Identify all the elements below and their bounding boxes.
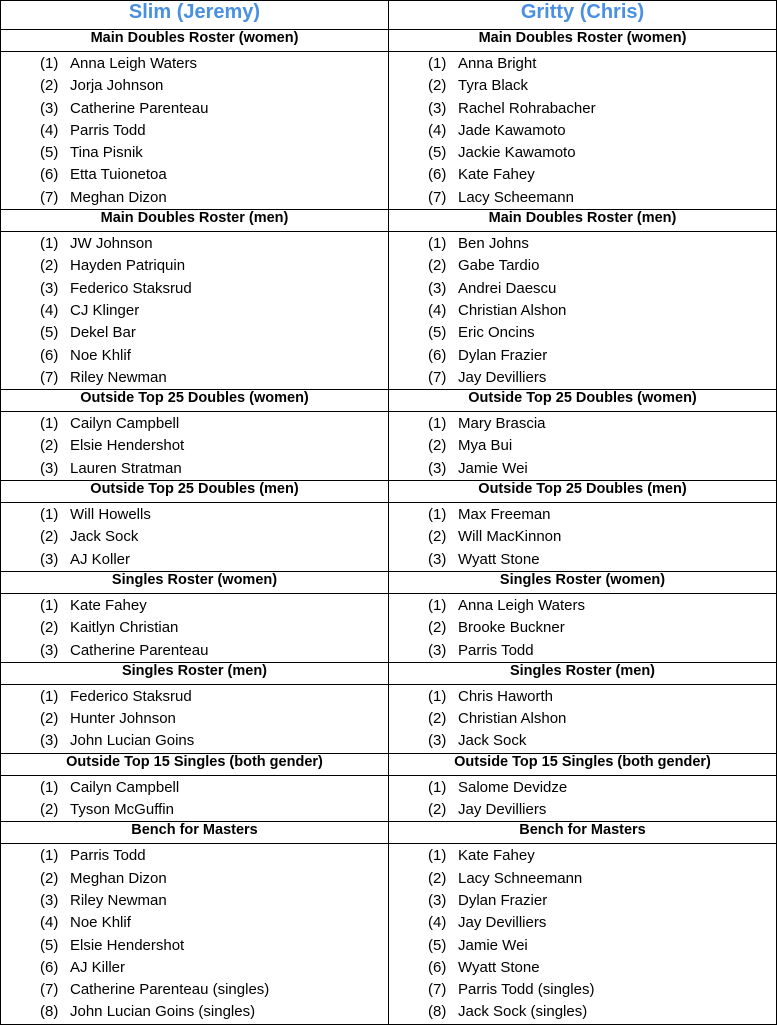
section-players-row — [1, 684, 777, 753]
section-header-row — [1, 481, 777, 503]
section-title-slim: Main Doubles Roster (men) — [1, 210, 389, 232]
player-name: Jamie Wei — [458, 936, 528, 954]
player-list — [389, 52, 776, 209]
players-cell-slim — [1, 684, 389, 753]
player-rank: (2) — [40, 619, 59, 637]
section-title-slim: Singles Roster (women) — [1, 571, 389, 593]
player-name: Chris Haworth — [458, 687, 554, 705]
player-rank: (3) — [428, 99, 447, 117]
player-rank: (7) — [428, 188, 447, 206]
player-name: Jay Devilliers — [458, 368, 547, 386]
player-list — [1, 412, 388, 480]
section-players-row — [1, 503, 777, 572]
section-players-row — [1, 593, 777, 662]
player-name: Eric Oncins — [458, 324, 535, 342]
player-list-item — [40, 233, 388, 255]
player-rank: (6) — [428, 166, 447, 184]
player-list-item — [428, 300, 776, 322]
player-name: John Lucian Goins (singles) — [70, 1003, 256, 1021]
player-list-item — [428, 868, 776, 890]
player-list-item — [428, 845, 776, 867]
player-rank: (1) — [428, 506, 447, 524]
player-name: Etta Tuionetoa — [70, 166, 167, 184]
player-rank: (1) — [40, 778, 59, 796]
player-list — [389, 232, 776, 389]
player-name: Riley Newman — [70, 368, 167, 386]
player-name: CJ Klinger — [70, 301, 140, 319]
players-cell-gritty — [389, 775, 777, 822]
player-name: Lacy Scheemann — [458, 188, 574, 206]
player-list — [389, 685, 776, 753]
section-title-gritty: Outside Top 25 Doubles (men) — [389, 481, 777, 503]
player-name: Jade Kawamoto — [458, 121, 566, 139]
player-list-item — [40, 120, 388, 142]
player-name: Christian Alshon — [458, 710, 567, 728]
player-name: Wyatt Stone — [458, 550, 540, 568]
players-cell-slim — [1, 503, 389, 572]
players-cell-gritty — [389, 412, 777, 481]
player-rank: (2) — [428, 801, 447, 819]
player-name: Noe Khlif — [70, 914, 131, 932]
player-list-item — [40, 458, 388, 480]
player-rank: (3) — [428, 641, 447, 659]
section-header-row — [1, 662, 777, 684]
player-list — [1, 594, 388, 662]
player-rank: (1) — [40, 55, 59, 72]
player-rank: (3) — [40, 459, 59, 477]
player-name: Will Howells — [70, 506, 151, 524]
player-list-item — [40, 686, 388, 708]
player-list-item — [428, 345, 776, 367]
player-rank: (3) — [40, 732, 59, 750]
player-rank: (1) — [40, 687, 59, 705]
players-cell-slim — [1, 52, 389, 210]
section-header-row — [1, 571, 777, 593]
player-list-item — [40, 278, 388, 300]
player-list — [1, 685, 388, 753]
player-name: Parris Todd (singles) — [458, 981, 595, 999]
player-list-item — [40, 617, 388, 639]
player-rank: (2) — [428, 77, 447, 95]
player-list-item — [40, 912, 388, 934]
player-rank: (1) — [428, 415, 447, 433]
player-rank: (5) — [428, 144, 447, 162]
player-name: Tyson McGuffin — [70, 801, 174, 819]
player-list-item — [40, 957, 388, 979]
player-name: Cailyn Campbell — [70, 778, 180, 796]
player-rank: (7) — [40, 188, 59, 206]
player-list-item — [40, 435, 388, 457]
player-name: AJ Killer — [70, 958, 126, 976]
player-list — [1, 52, 388, 209]
player-rank: (3) — [428, 732, 447, 750]
section-title-gritty: Singles Roster (women) — [389, 571, 777, 593]
player-rank: (2) — [40, 528, 59, 546]
section-title-slim: Main Doubles Roster (women) — [1, 30, 389, 52]
player-name: Catherine Parenteau — [70, 99, 209, 117]
player-name: Riley Newman — [70, 891, 167, 909]
players-cell-gritty — [389, 684, 777, 753]
player-list — [1, 503, 388, 571]
section-header-row — [1, 210, 777, 232]
player-list-item — [40, 799, 388, 821]
player-list-item — [428, 912, 776, 934]
player-name: Jack Sock (singles) — [458, 1003, 588, 1021]
section-players-row — [1, 52, 777, 210]
player-name: Federico Staksrud — [70, 687, 192, 705]
player-list-item — [40, 868, 388, 890]
section-title-slim: Outside Top 15 Singles (both gender) — [1, 753, 389, 775]
team-gritty-header: Gritty (Chris) — [389, 1, 777, 30]
player-name: Will MacKinnon — [458, 528, 562, 546]
player-list-item — [428, 504, 776, 526]
player-rank: (1) — [40, 235, 59, 253]
player-rank: (5) — [428, 324, 447, 342]
players-cell-gritty — [389, 503, 777, 572]
player-list-item — [40, 504, 388, 526]
player-name: Jorja Johnson — [70, 77, 164, 95]
player-name: AJ Koller — [70, 550, 131, 568]
player-rank: (3) — [40, 891, 59, 909]
player-rank: (3) — [40, 641, 59, 659]
player-name: Hunter Johnson — [70, 710, 176, 728]
player-list-item — [428, 120, 776, 142]
player-rank: (5) — [428, 936, 447, 954]
section-title-gritty: Outside Top 25 Doubles (women) — [389, 390, 777, 412]
player-rank: (3) — [428, 550, 447, 568]
player-rank: (2) — [40, 77, 59, 95]
player-name: Elsie Hendershot — [70, 437, 185, 455]
player-name: Anna Bright — [458, 55, 537, 72]
players-cell-slim — [1, 775, 389, 822]
player-name: Dylan Frazier — [458, 346, 548, 364]
player-list-item — [428, 979, 776, 1001]
players-cell-gritty — [389, 593, 777, 662]
player-rank: (5) — [40, 936, 59, 954]
section-header-row — [1, 30, 777, 52]
player-list-item — [428, 435, 776, 457]
player-list-item — [428, 777, 776, 799]
player-list-item — [40, 890, 388, 912]
players-cell-gritty — [389, 844, 777, 1024]
player-list-item — [428, 413, 776, 435]
player-name: Parris Todd — [70, 121, 146, 139]
player-list — [389, 844, 776, 1023]
player-name: Parris Todd — [458, 641, 534, 659]
player-rank: (7) — [428, 368, 447, 386]
player-list-item — [428, 255, 776, 277]
player-list-item — [428, 890, 776, 912]
player-list-item — [40, 75, 388, 97]
player-rank: (2) — [40, 801, 59, 819]
section-header-row — [1, 390, 777, 412]
section-title-slim: Singles Roster (men) — [1, 662, 389, 684]
player-name: Cailyn Campbell — [70, 415, 180, 433]
player-rank: (6) — [40, 958, 59, 976]
player-rank: (2) — [428, 710, 447, 728]
player-name: Kate Fahey — [458, 166, 535, 184]
players-cell-slim — [1, 844, 389, 1024]
player-list-item — [40, 142, 388, 164]
player-name: Mary Brascia — [458, 415, 546, 433]
player-name: Max Freeman — [458, 506, 551, 524]
player-list-item — [40, 526, 388, 548]
player-rank: (4) — [40, 121, 59, 139]
player-name: Federico Staksrud — [70, 279, 192, 297]
player-rank: (3) — [428, 459, 447, 477]
player-name: Rachel Rohrabacher — [458, 99, 596, 117]
player-rank: (2) — [428, 869, 447, 887]
player-rank: (6) — [40, 346, 59, 364]
player-name: Salome Devidze — [458, 778, 568, 796]
player-name: Kaitlyn Christian — [70, 619, 179, 637]
section-title-gritty: Outside Top 15 Singles (both gender) — [389, 753, 777, 775]
player-rank: (1) — [428, 596, 447, 614]
player-name: Wyatt Stone — [458, 958, 540, 976]
section-title-gritty: Bench for Masters — [389, 822, 777, 844]
player-rank: (2) — [428, 437, 447, 455]
player-rank: (5) — [40, 144, 59, 162]
player-list-item — [428, 708, 776, 730]
player-rank: (1) — [40, 596, 59, 614]
player-name: Catherine Parenteau — [70, 641, 209, 659]
player-list-item — [428, 1001, 776, 1023]
player-name: Andrei Daescu — [458, 279, 557, 297]
section-title-slim: Outside Top 25 Doubles (men) — [1, 481, 389, 503]
player-rank: (3) — [40, 279, 59, 297]
player-rank: (5) — [40, 324, 59, 342]
player-rank: (3) — [40, 550, 59, 568]
player-list-item — [428, 164, 776, 186]
player-name: Catherine Parenteau (singles) — [70, 981, 270, 999]
player-name: Jack Sock — [458, 732, 527, 750]
player-list-item — [428, 549, 776, 571]
player-list-item — [428, 640, 776, 662]
player-rank: (1) — [40, 415, 59, 433]
player-name: Meghan Dizon — [70, 869, 167, 887]
player-list-item — [428, 367, 776, 389]
player-list-item — [428, 233, 776, 255]
player-rank: (7) — [40, 981, 59, 999]
player-name: Jack Sock — [70, 528, 139, 546]
player-rank: (7) — [40, 368, 59, 386]
player-name: Meghan Dizon — [70, 188, 167, 206]
player-list-item — [40, 98, 388, 120]
player-rank: (3) — [428, 279, 447, 297]
player-list-item — [40, 53, 388, 75]
player-list-item — [40, 935, 388, 957]
player-rank: (4) — [40, 914, 59, 932]
section-players-row — [1, 412, 777, 481]
player-name: Parris Todd — [70, 847, 146, 865]
player-list — [389, 594, 776, 662]
player-list — [389, 503, 776, 571]
player-name: Dekel Bar — [70, 324, 136, 342]
player-list-item — [40, 708, 388, 730]
player-rank: (1) — [40, 506, 59, 524]
section-title-gritty: Singles Roster (men) — [389, 662, 777, 684]
player-name: Tyra Black — [458, 77, 529, 95]
player-list-item — [428, 730, 776, 752]
player-rank: (3) — [428, 891, 447, 909]
player-list-item — [40, 1001, 388, 1023]
player-rank: (1) — [428, 847, 447, 865]
player-rank: (4) — [428, 301, 447, 319]
player-list-item — [40, 845, 388, 867]
player-list-item — [428, 98, 776, 120]
players-cell-slim — [1, 593, 389, 662]
players-cell-slim — [1, 412, 389, 481]
section-header-row — [1, 753, 777, 775]
player-name: Lacy Schneemann — [458, 869, 583, 887]
player-list-item — [428, 617, 776, 639]
player-list-item — [428, 322, 776, 344]
player-list-item — [40, 322, 388, 344]
player-list-item — [428, 278, 776, 300]
team-slim-header: Slim (Jeremy) — [1, 1, 389, 30]
player-name: Mya Bui — [458, 437, 513, 455]
player-list-item — [428, 526, 776, 548]
player-name: Ben Johns — [458, 235, 529, 253]
player-list — [1, 232, 388, 389]
player-list-item — [40, 164, 388, 186]
player-list-item — [40, 367, 388, 389]
section-header-row — [1, 822, 777, 844]
player-name: Kate Fahey — [70, 596, 147, 614]
player-name: Tina Pisnik — [70, 144, 143, 162]
player-list-item — [40, 640, 388, 662]
player-list-item — [428, 799, 776, 821]
player-list-item — [428, 187, 776, 209]
player-list — [389, 776, 776, 822]
player-list-item — [428, 935, 776, 957]
player-name: Brooke Buckner — [458, 619, 565, 637]
player-rank: (4) — [428, 914, 447, 932]
section-title-gritty: Main Doubles Roster (women) — [389, 30, 777, 52]
player-list-item — [428, 142, 776, 164]
player-rank: (7) — [428, 981, 447, 999]
player-list-item — [428, 75, 776, 97]
player-rank: (1) — [428, 55, 447, 72]
section-title-slim: Bench for Masters — [1, 822, 389, 844]
player-rank: (1) — [40, 847, 59, 865]
player-list-item — [40, 979, 388, 1001]
player-rank: (3) — [40, 99, 59, 117]
player-name: Jay Devilliers — [458, 914, 547, 932]
players-cell-slim — [1, 232, 389, 390]
section-title-gritty: Main Doubles Roster (men) — [389, 210, 777, 232]
player-name: John Lucian Goins — [70, 732, 195, 750]
player-list-item — [40, 187, 388, 209]
player-rank: (8) — [428, 1003, 447, 1021]
player-name: Hayden Patriquin — [70, 257, 186, 275]
player-name: Jay Devilliers — [458, 801, 547, 819]
player-rank: (8) — [40, 1003, 59, 1021]
player-list-item — [40, 413, 388, 435]
player-rank: (1) — [428, 778, 447, 796]
player-list-item — [40, 549, 388, 571]
players-cell-gritty — [389, 52, 777, 210]
player-rank: (6) — [428, 958, 447, 976]
player-name: Anna Leigh Waters — [458, 596, 586, 614]
player-rank: (2) — [428, 257, 447, 275]
player-name: Anna Leigh Waters — [70, 55, 198, 72]
player-rank: (1) — [428, 687, 447, 705]
player-list-item — [40, 300, 388, 322]
player-rank: (6) — [428, 346, 447, 364]
section-title-slim: Outside Top 25 Doubles (women) — [1, 390, 389, 412]
player-list-item — [40, 730, 388, 752]
player-rank: (2) — [428, 528, 447, 546]
team-header-row — [1, 1, 777, 30]
player-rank: (2) — [40, 437, 59, 455]
player-list-item — [40, 255, 388, 277]
players-cell-gritty — [389, 232, 777, 390]
player-name: Noe Khlif — [70, 346, 131, 364]
player-list-item — [428, 53, 776, 75]
player-name: Dylan Frazier — [458, 891, 548, 909]
roster-body — [1, 1, 777, 1025]
player-rank: (2) — [40, 869, 59, 887]
section-players-row — [1, 232, 777, 390]
player-list-item — [428, 595, 776, 617]
player-list-item — [40, 595, 388, 617]
player-name: Jamie Wei — [458, 459, 528, 477]
player-list-item — [428, 458, 776, 480]
section-players-row — [1, 844, 777, 1024]
player-rank: (6) — [40, 166, 59, 184]
player-name: Elsie Hendershot — [70, 936, 185, 954]
player-list-item — [40, 345, 388, 367]
player-rank: (2) — [40, 257, 59, 275]
player-list — [1, 844, 388, 1023]
player-list-item — [40, 777, 388, 799]
player-rank: (2) — [40, 710, 59, 728]
section-players-row — [1, 775, 777, 822]
player-name: Kate Fahey — [458, 847, 535, 865]
player-name: JW Johnson — [70, 235, 153, 253]
player-name: Lauren Stratman — [70, 459, 182, 477]
player-name: Christian Alshon — [458, 301, 567, 319]
player-list-item — [428, 686, 776, 708]
player-rank: (1) — [428, 235, 447, 253]
player-list — [1, 776, 388, 822]
player-rank: (2) — [428, 619, 447, 637]
player-name: Gabe Tardio — [458, 257, 540, 275]
player-rank: (4) — [428, 121, 447, 139]
player-rank: (4) — [40, 301, 59, 319]
player-list — [389, 412, 776, 480]
player-list-item — [428, 957, 776, 979]
player-name: Jackie Kawamoto — [458, 144, 576, 162]
